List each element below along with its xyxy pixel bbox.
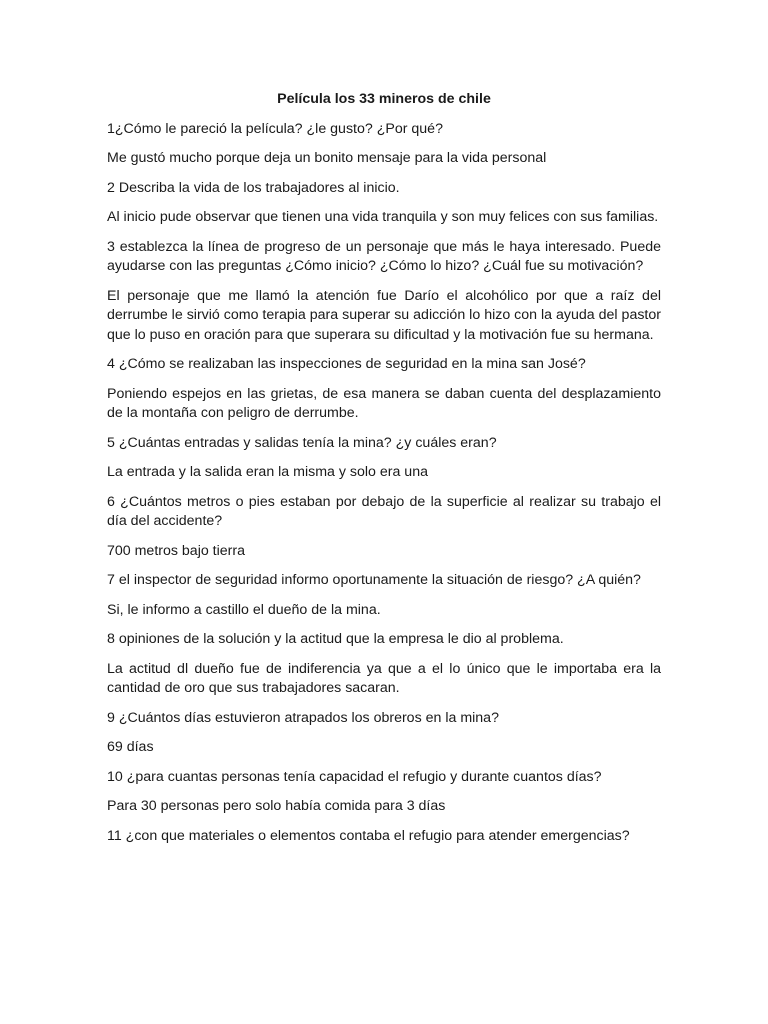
answer-6: 700 metros bajo tierra xyxy=(107,542,246,559)
question-1: 1¿Cómo le pareció la película? ¿le gusto? ¿Por qué? xyxy=(107,120,443,137)
answer-9: 69 días xyxy=(107,739,154,755)
answer-4: Poniendo espejos en las grietas, de esa manera se daban cuenta del desplazamiento de la montaña con peligro de derrumbe. xyxy=(107,385,661,421)
answer-1: Me gustó mucho porque deja un bonito mensaje para la vida personal xyxy=(107,150,547,166)
question-3: 3 establezca la línea de progreso de un personaje que más le haya interesado. Puede ayudarse con las preguntas ¿Cómo inicio? ¿Cómo lo hizo? ¿Cuál fue su motivación? xyxy=(107,238,661,274)
document-title: Película los 33 mineros de chile xyxy=(277,91,491,107)
document-body xyxy=(107,90,661,856)
question-2: 2 Describa la vida de los trabajadores al inicio. xyxy=(107,179,400,196)
question-8: 8 opiniones de la solución y la actitud que la empresa le dio al problema. xyxy=(107,631,564,647)
answer-5: La entrada y la salida eran la misma y solo era una xyxy=(107,464,428,480)
answer-10: Para 30 personas pero solo había comida para 3 días xyxy=(107,798,446,814)
answer-3: El personaje que me llamó la atención fue Darío el alcohólico por que a raíz del derrumbe le sirvió como terapia para superar su adicción lo hizo con la ayuda del pastor que lo puso en oración para que superara su dificultad y la motivación fue su hermana. xyxy=(107,287,661,343)
answer-8: La actitud dl dueño fue de indiferencia ya que a el lo único que le importaba era la cantidad de oro que sus trabajadores sacaran. xyxy=(107,660,661,696)
answer-7: Si, le informo a castillo el dueño de la mina. xyxy=(107,601,381,618)
question-10: 10 ¿para cuantas personas tenía capacidad el refugio y durante cuantos días? xyxy=(107,768,602,785)
question-11: 11 ¿con que materiales o elementos contaba el refugio para atender emergencias? xyxy=(107,827,630,844)
question-9: 9 ¿Cuántos días estuvieron atrapados los obreros en la mina? xyxy=(107,709,499,726)
question-4: 4 ¿Cómo se realizaban las inspecciones de seguridad en la mina san José? xyxy=(107,356,586,372)
question-6: 6 ¿Cuántos metros o pies estaban por debajo de la superficie al realizar su trabajo el día del accidente? xyxy=(107,493,661,529)
answer-2: Al inicio pude observar que tienen una vida tranquila y son muy felices con sus familias. xyxy=(107,209,659,225)
question-7: 7 el inspector de seguridad informo oportunamente la situación de riesgo? ¿A quién? xyxy=(107,572,641,588)
question-5: 5 ¿Cuántas entradas y salidas tenía la mina? ¿y cuáles eran? xyxy=(107,434,497,451)
